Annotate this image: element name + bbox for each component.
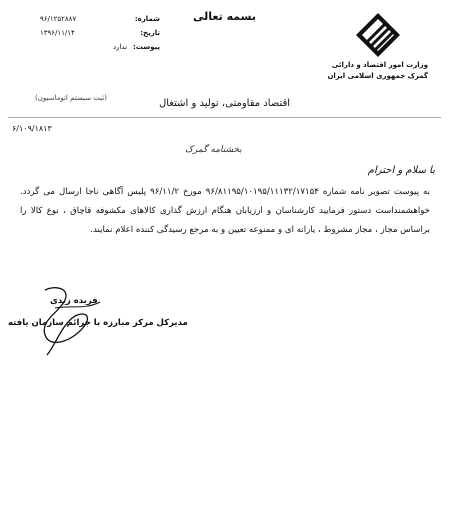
date-value: ۱۳۹۶/۱۱/۱۴ <box>40 29 75 37</box>
slogan: اقتصاد مقاومتی، تولید و اشتغال <box>158 98 291 109</box>
ministry-name: وزارت امور اقتصاد و دارائی <box>331 61 428 69</box>
letter-body: به پیوست تصویر نامه شماره ۹۶/۸۱۱۹۵/۱۰۱۹۵/۱۱۱۳۲/۱۷۱۵۴ مورخ ۹۶/۱۱/۲ پلیس آگاهی ناجا ارسال می گردد. خواهشمنداست دستور فرمایید کارشناسان و ارزیابان هنگام ارزش گذاری کالاهای مکشوفه قاچاق ، نوع کالا را براساس مجاز ، مجاز مشروط ، یارانه ای و ممنوعه تعیین و به مرجع رسیدگی کننده اعلام نمایند. <box>20 187 430 235</box>
signer-title: مدیرکل مرکز مبارزه با جرائم سازمان یافته <box>8 318 188 328</box>
salutation: با سلام و احترام <box>367 165 435 176</box>
number-label: شماره: <box>134 15 160 23</box>
signature-icon <box>25 280 110 360</box>
header-divider <box>8 117 441 118</box>
reference-number: ۶/۱۰۹/۱۸۱۳ <box>12 124 52 133</box>
number-value: ۹۶/۱۲۵۲۸۸۷ <box>40 15 77 23</box>
ministry-block <box>318 60 428 82</box>
date-label: تاریخ: <box>140 29 160 37</box>
automation-note: (ثبت سیستم اتوماسیون) <box>35 94 107 102</box>
signer-name: فریده زیدی <box>50 296 98 306</box>
letter-meta <box>40 12 160 54</box>
customs-name: گمرک جمهوری اسلامی ایران <box>327 72 428 80</box>
attachment-value: ندارد <box>112 43 128 51</box>
bismillah-heading: بسمه تعالی <box>193 10 256 23</box>
attachment-label: پیوست: <box>133 43 160 51</box>
handwritten-note: بخشنامه گمرک <box>185 145 242 155</box>
customs-logo-icon <box>355 12 401 58</box>
